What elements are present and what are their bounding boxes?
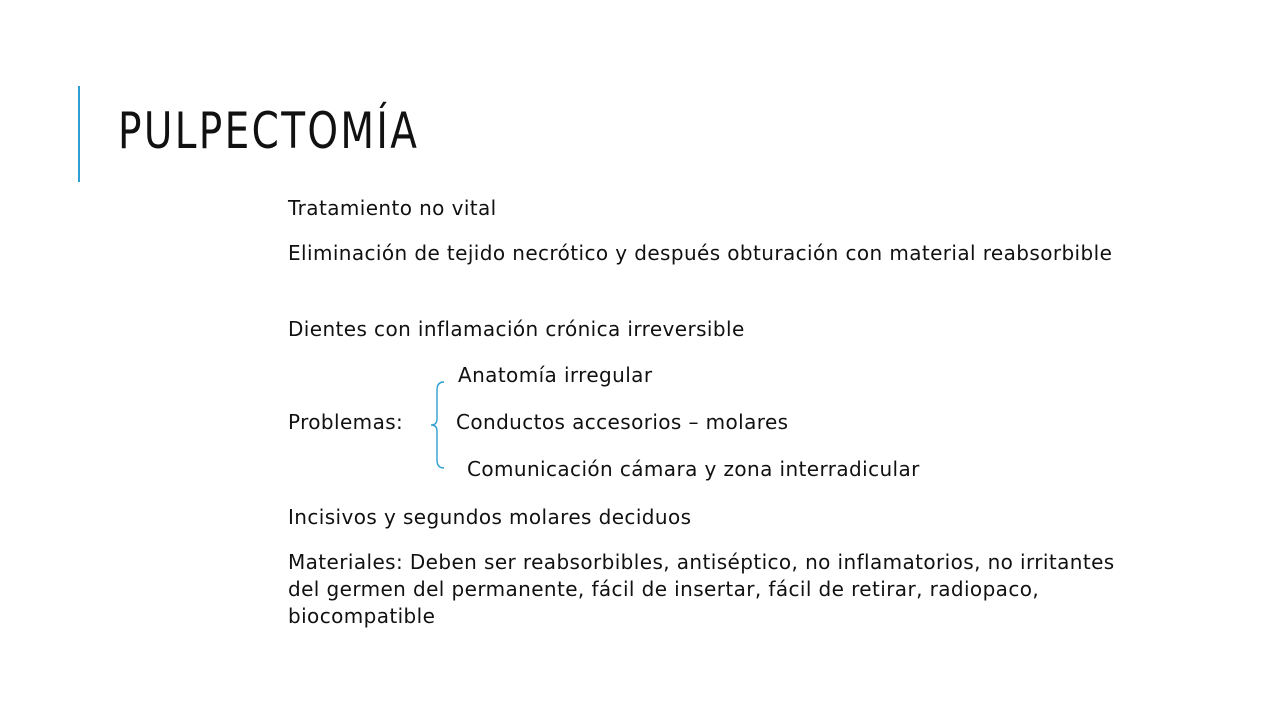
bullet-materiales: Materiales: Deben ser reabsorbibles, antiséptico, no inflamatorios, no irritantes del germen del permanente, fácil de insertar, fácil de retirar, radiopaco, biocompatible [288,550,1115,628]
problem-item-conductos: Conductos accesorios – molares [456,410,789,434]
problem-item-comunicacion: Comunicación cámara y zona interradicular [467,457,920,481]
bullet-dientes: Dientes con inflamación crónica irreversible [288,317,745,341]
problems-label: Problemas: [288,410,404,434]
bullet-incisivos: Incisivos y segundos molares deciduos [288,505,692,529]
problem-item-anatomia: Anatomía irregular [458,363,653,387]
bullet-tratamiento: Tratamiento no vital [288,196,497,220]
title-accent-bar [78,86,80,182]
slide-title: PULPECTOMÍA [118,102,420,160]
curly-brace-icon [426,381,448,469]
bullet-eliminacion: Eliminación de tejido necrótico y después obturación con material reabsorbible [288,241,1113,265]
